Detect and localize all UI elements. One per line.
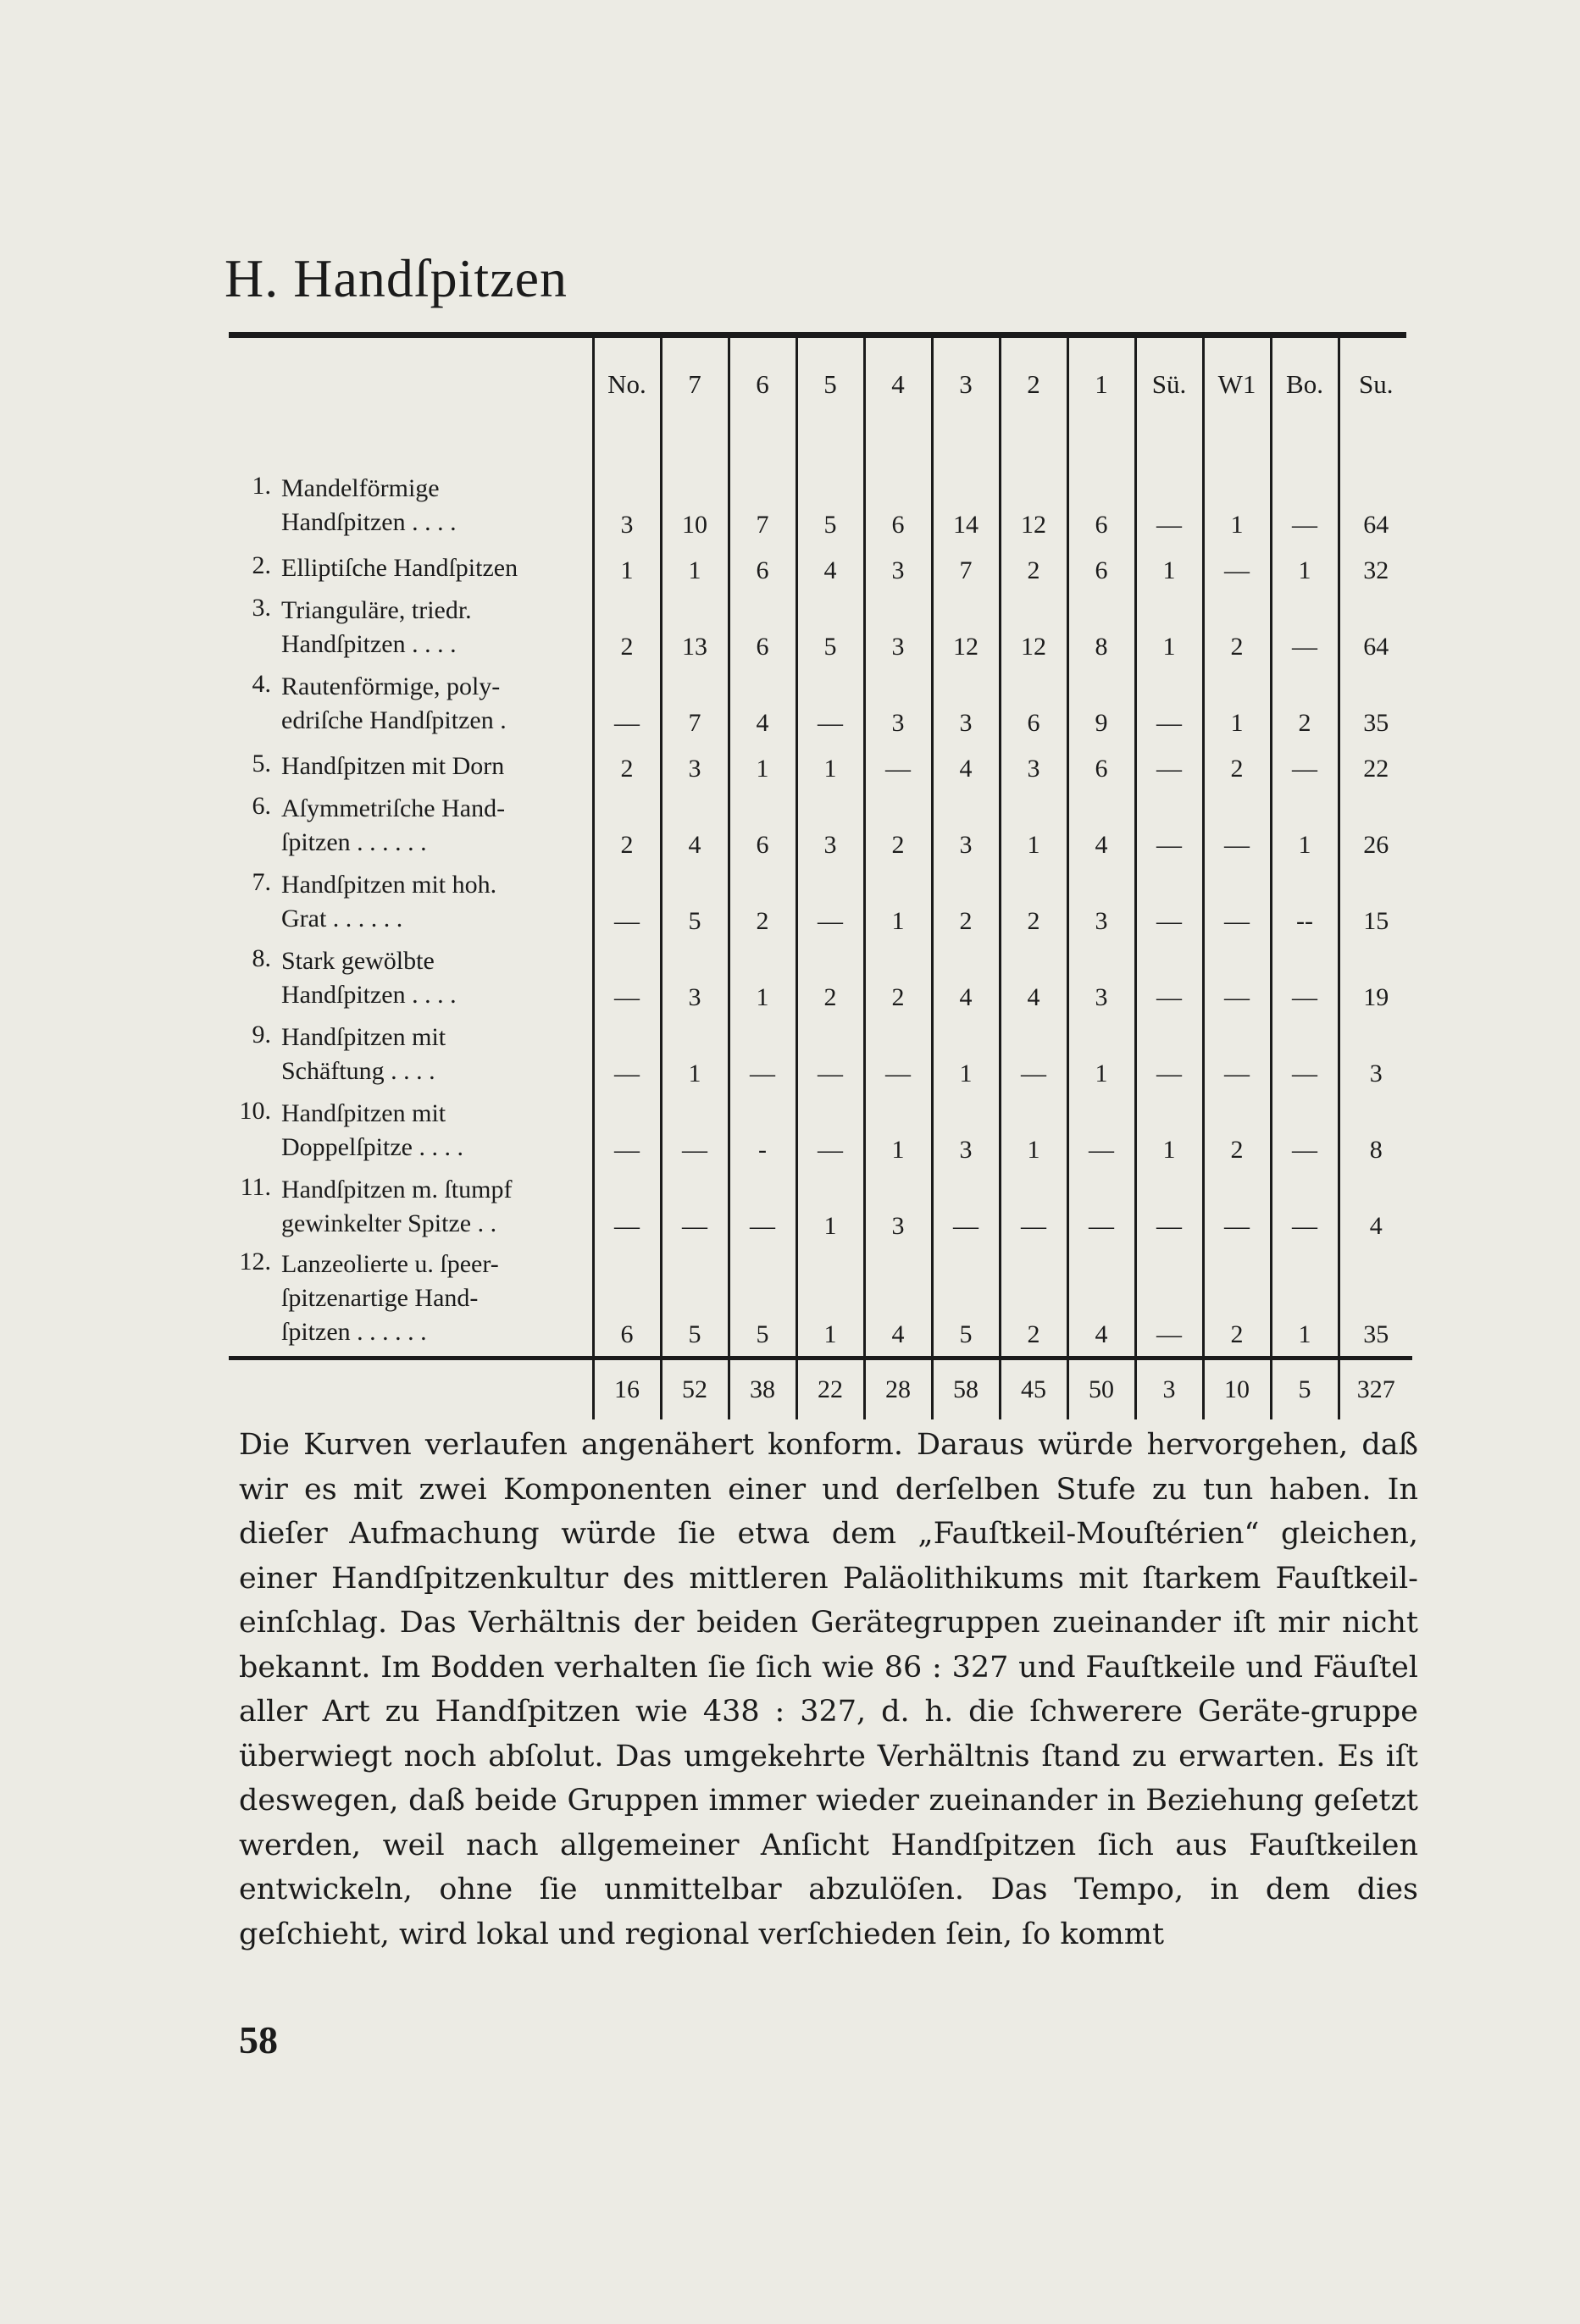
row-label-line: Rautenförmige, poly- — [281, 672, 501, 700]
row-label — [281, 792, 589, 860]
row-number: 3. — [252, 594, 271, 622]
column-header: 2 — [1000, 338, 1067, 431]
spacer-cell — [1339, 431, 1412, 470]
body-text — [239, 1423, 1418, 1956]
row-label-cell — [229, 1095, 593, 1171]
row-label-line: Handſpitzen mit Dorn — [281, 752, 505, 780]
table-cell: 9 — [1067, 668, 1135, 744]
table-cell: — — [593, 866, 661, 943]
table-cell: — — [1067, 1171, 1135, 1248]
row-label-line: edriſche Handſpitzen . — [281, 706, 507, 734]
total-cell: 52 — [661, 1358, 729, 1420]
row-label — [281, 1021, 589, 1088]
section-title: H. Handſpitzen — [225, 248, 568, 308]
row-number: 6. — [252, 792, 271, 820]
table-cell: 4 — [1339, 1171, 1412, 1248]
table-cell: 2 — [1203, 744, 1271, 790]
table-cell: 8 — [1339, 1095, 1412, 1171]
table-cell: 4 — [729, 668, 796, 744]
table-cell: 7 — [932, 546, 1000, 592]
row-label-cell — [229, 1019, 593, 1095]
row-label-cell — [229, 1171, 593, 1248]
table-cell: — — [1203, 943, 1271, 1019]
row-number: 5. — [252, 750, 271, 777]
total-cell: 50 — [1067, 1358, 1135, 1420]
table-cell: 3 — [661, 943, 729, 1019]
table-cell: 2 — [593, 592, 661, 668]
total-cell: 16 — [593, 1358, 661, 1420]
table-row — [229, 866, 1412, 943]
table-cell: 3 — [932, 790, 1000, 866]
table-cell: 5 — [661, 1248, 729, 1358]
row-label-cell — [229, 943, 593, 1019]
row-label-line: Handſpitzen . . . . — [281, 981, 457, 1009]
table-cell: 32 — [1339, 546, 1412, 592]
spacer-cell — [1271, 431, 1339, 470]
row-label — [281, 551, 589, 585]
table-cell: 1 — [1000, 790, 1067, 866]
table-row — [229, 470, 1412, 546]
table-cell: 3 — [932, 1095, 1000, 1171]
table-cell: — — [1000, 1019, 1067, 1095]
table-cell: — — [1135, 1019, 1203, 1095]
total-cell: 38 — [729, 1358, 796, 1420]
table-cell: 1 — [796, 744, 864, 790]
table-cell: — — [729, 1171, 796, 1248]
row-label-line: Handſpitzen mit — [281, 1099, 446, 1127]
spacer-cell — [1203, 431, 1271, 470]
row-number: 4. — [252, 670, 271, 698]
row-label-line: Lanzeolierte u. ſpeer- — [281, 1250, 499, 1278]
spacer-cell — [932, 431, 1000, 470]
table-cell: 1 — [796, 1171, 864, 1248]
table-cell: 15 — [1339, 866, 1412, 943]
row-number: 2. — [252, 551, 271, 579]
table-cell: — — [593, 943, 661, 1019]
table-cell: 2 — [1000, 546, 1067, 592]
row-label-cell — [229, 1248, 593, 1358]
table-cell: — — [932, 1171, 1000, 1248]
table-cell: 10 — [661, 470, 729, 546]
table-cell: — — [1271, 744, 1339, 790]
spacer-cell — [796, 431, 864, 470]
table-cell: 5 — [729, 1248, 796, 1358]
row-label-cell — [229, 470, 593, 546]
table-cell: 14 — [932, 470, 1000, 546]
table-cell: 12 — [1000, 470, 1067, 546]
row-label-line: gewinkelter Spitze . . — [281, 1209, 497, 1237]
table-cell: 35 — [1339, 1248, 1412, 1358]
row-label — [281, 1097, 589, 1165]
column-header: 1 — [1067, 338, 1135, 431]
table-cell: 2 — [1203, 1095, 1271, 1171]
totals-row — [229, 1358, 1412, 1420]
table-cell: — — [796, 668, 864, 744]
table-cell: 3 — [864, 668, 932, 744]
table-cell: 4 — [864, 1248, 932, 1358]
row-label-cell — [229, 744, 593, 790]
table-cell: 13 — [661, 592, 729, 668]
column-header: Su. — [1339, 338, 1412, 431]
row-label-line: Trianguläre, triedr. — [281, 596, 472, 624]
table-cell: 1 — [729, 943, 796, 1019]
row-label-line: Handſpitzen . . . . — [281, 630, 457, 658]
table-cell: - — [729, 1095, 796, 1171]
table-cell: 12 — [932, 592, 1000, 668]
table-cell: — — [661, 1095, 729, 1171]
row-label-cell — [229, 592, 593, 668]
table-cell: 2 — [1000, 1248, 1067, 1358]
table-cell: 2 — [932, 866, 1000, 943]
table-cell: 4 — [1000, 943, 1067, 1019]
table-row — [229, 1171, 1412, 1248]
table-header-row — [229, 338, 1412, 431]
total-cell: 327 — [1339, 1358, 1412, 1420]
table-cell: 6 — [593, 1248, 661, 1358]
total-cell: 58 — [932, 1358, 1000, 1420]
table-row — [229, 668, 1412, 744]
table-cell: — — [593, 1171, 661, 1248]
table-cell: 7 — [661, 668, 729, 744]
data-table-container — [229, 338, 1406, 1419]
table-cell: 6 — [1067, 546, 1135, 592]
table-cell: 1 — [593, 546, 661, 592]
column-header: 6 — [729, 338, 796, 431]
table-cell: 5 — [796, 470, 864, 546]
row-label-line: ſpitzenartige Hand- — [281, 1284, 479, 1312]
table-cell: 2 — [864, 943, 932, 1019]
table-cell: 5 — [796, 592, 864, 668]
row-label-line: Handſpitzen mit — [281, 1023, 446, 1051]
table-cell: 3 — [796, 790, 864, 866]
spacer-cell — [864, 431, 932, 470]
row-label-cell — [229, 546, 593, 592]
table-cell: — — [1135, 744, 1203, 790]
table-cell: 3 — [593, 470, 661, 546]
table-cell: 1 — [1067, 1019, 1135, 1095]
table-cell: — — [593, 668, 661, 744]
table-cell: 3 — [1067, 866, 1135, 943]
table-cell: 6 — [1067, 470, 1135, 546]
handspitzen-table — [229, 338, 1412, 1419]
table-cell: 6 — [729, 592, 796, 668]
row-label-line: Stark gewölbte — [281, 947, 435, 975]
table-cell: 12 — [1000, 592, 1067, 668]
table-cell: — — [593, 1095, 661, 1171]
row-label-cell — [229, 668, 593, 744]
table-cell: 64 — [1339, 470, 1412, 546]
table-cell: 35 — [1339, 668, 1412, 744]
total-cell: 45 — [1000, 1358, 1067, 1420]
table-row — [229, 943, 1412, 1019]
table-cell: 1 — [1271, 1248, 1339, 1358]
table-cell: -- — [1271, 866, 1339, 943]
table-cell: 2 — [729, 866, 796, 943]
total-cell: 3 — [1135, 1358, 1203, 1420]
table-cell: 2 — [864, 790, 932, 866]
row-label-line: Elliptiſche Handſpitzen — [281, 554, 518, 582]
page-number: 58 — [239, 2018, 278, 2061]
table-cell: 1 — [1135, 592, 1203, 668]
table-cell: 4 — [1067, 790, 1135, 866]
column-header: W1 — [1203, 338, 1271, 431]
table-cell: — — [796, 1019, 864, 1095]
header-label-cell — [229, 338, 593, 431]
table-cell: 7 — [729, 470, 796, 546]
table-cell: 6 — [864, 470, 932, 546]
table-cell: — — [1271, 1019, 1339, 1095]
table-cell: — — [1271, 470, 1339, 546]
table-cell: 1 — [1203, 470, 1271, 546]
table-cell: 2 — [1203, 1248, 1271, 1358]
table-row — [229, 744, 1412, 790]
row-label-line: Grat . . . . . . — [281, 905, 403, 932]
table-cell: 6 — [729, 546, 796, 592]
table-spacer-row — [229, 431, 1412, 470]
spacer-cell — [593, 431, 661, 470]
table-cell: 3 — [864, 1171, 932, 1248]
table-cell: 2 — [1203, 592, 1271, 668]
table-cell: 64 — [1339, 592, 1412, 668]
table-cell: — — [1271, 1095, 1339, 1171]
total-cell: 10 — [1203, 1358, 1271, 1420]
table-cell: — — [593, 1019, 661, 1095]
column-header: Sü. — [1135, 338, 1203, 431]
column-header: 5 — [796, 338, 864, 431]
row-label — [281, 670, 589, 738]
row-label — [281, 472, 589, 540]
table-cell: — — [1135, 668, 1203, 744]
table-cell: 4 — [796, 546, 864, 592]
row-number: 11. — [240, 1173, 271, 1201]
row-number: 9. — [252, 1021, 271, 1049]
table-cell: — — [1000, 1171, 1067, 1248]
table-cell: 2 — [593, 744, 661, 790]
table-cell: 1 — [1000, 1095, 1067, 1171]
column-header: Bo. — [1271, 338, 1339, 431]
table-cell: — — [1271, 1171, 1339, 1248]
table-cell: 8 — [1067, 592, 1135, 668]
spacer-cell — [1000, 431, 1067, 470]
table-cell: 19 — [1339, 943, 1412, 1019]
table-cell: 1 — [729, 744, 796, 790]
table-cell: — — [1203, 1171, 1271, 1248]
table-cell: 2 — [1271, 668, 1339, 744]
spacer-cell — [229, 431, 593, 470]
row-label-line: Handſpitzen mit hoh. — [281, 871, 497, 899]
body-paragraph: Die Kurven verlaufen angenähert konform. Daraus würde hervorgehen, daß wir es mit zwei Komponenten einer und derſelben Stufe zu tun haben. In dieſer Aufmachung würde ſie etwa dem „Fauſtkeil-Mouſtérien“ gleichen, einer Handſpitzenkultur des mittleren Paläolithikums mit ſtarkem Fauſtkeil-einſchlag. Das Verhältnis der beiden Gerätegruppen zueinander iſt mir nicht bekannt. Im Bodden verhalten ſie ſich wie 86 : 327 und Fauſtkeile und Fäuſtel aller Art zu Handſpitzen wie 438 : 327, d. h. die ſchwerere Geräte-gruppe überwiegt noch abſolut. Das umgekehrte Verhältnis ſtand zu erwarten. Es iſt deswegen, daß beide Gruppen immer wieder zueinander in Beziehung geſetzt werden, weil nach allgemeiner Anſicht Handſpitzen ſich aus Fauſtkeilen entwickeln, ohne ſie unmittelbar abzulöſen. Das Tempo, in dem dies geſchieht, wird lokal und regional verſchieden ſein, ſo kommt — [239, 1428, 1418, 1951]
table-cell: 3 — [932, 668, 1000, 744]
spacer-cell — [661, 431, 729, 470]
table-row — [229, 1248, 1412, 1358]
row-label-line: Schäftung . . . . — [281, 1057, 435, 1085]
table-row — [229, 790, 1412, 866]
table-cell: 1 — [1135, 546, 1203, 592]
row-label-line: ſpitzen . . . . . . — [281, 828, 427, 856]
table-cell: — — [1135, 943, 1203, 1019]
column-header: 3 — [932, 338, 1000, 431]
table-cell: 3 — [864, 592, 932, 668]
total-cell: 28 — [864, 1358, 932, 1420]
row-number: 1. — [252, 472, 271, 500]
row-label — [281, 594, 589, 661]
table-cell: — — [796, 1095, 864, 1171]
table-cell: — — [1203, 866, 1271, 943]
table-row — [229, 546, 1412, 592]
total-cell: 22 — [796, 1358, 864, 1420]
row-number: 12. — [239, 1248, 271, 1275]
table-cell: 6 — [1067, 744, 1135, 790]
row-label-line: Doppelſpitze . . . . — [281, 1133, 463, 1161]
row-label-cell — [229, 790, 593, 866]
row-label — [281, 750, 589, 783]
table-cell: 1 — [796, 1248, 864, 1358]
table-cell: — — [1135, 790, 1203, 866]
table-row — [229, 1019, 1412, 1095]
table-cell: 6 — [1000, 668, 1067, 744]
table-cell: 1 — [1203, 668, 1271, 744]
table-cell: — — [1271, 592, 1339, 668]
table-cell: — — [1135, 1248, 1203, 1358]
table-cell: 1 — [1271, 790, 1339, 866]
table-cell: 1 — [1271, 546, 1339, 592]
table-row — [229, 592, 1412, 668]
row-label — [281, 1173, 589, 1241]
table-cell: 22 — [1339, 744, 1412, 790]
table-cell: 1 — [864, 866, 932, 943]
table-cell: 5 — [661, 866, 729, 943]
spacer-cell — [1135, 431, 1203, 470]
table-cell: 2 — [1000, 866, 1067, 943]
table-cell: — — [1203, 546, 1271, 592]
table-cell: 1 — [661, 546, 729, 592]
table-cell: — — [796, 866, 864, 943]
column-header: 4 — [864, 338, 932, 431]
table-cell: — — [1135, 1171, 1203, 1248]
table-cell: 5 — [932, 1248, 1000, 1358]
table-row — [229, 1095, 1412, 1171]
row-label-line: Aſymmetriſche Hand- — [281, 794, 506, 822]
table-cell: 4 — [661, 790, 729, 866]
table-cell: 3 — [1067, 943, 1135, 1019]
table-cell: — — [1203, 790, 1271, 866]
table-cell: 2 — [593, 790, 661, 866]
table-cell: — — [864, 744, 932, 790]
row-label-line: Handſpitzen m. ſtumpf — [281, 1176, 513, 1204]
table-cell: 1 — [864, 1095, 932, 1171]
table-cell: — — [1135, 866, 1203, 943]
row-label — [281, 944, 589, 1012]
row-label-line: Handſpitzen . . . . — [281, 508, 457, 536]
table-cell: — — [729, 1019, 796, 1095]
table-cell: 1 — [932, 1019, 1000, 1095]
table-cell: 3 — [1000, 744, 1067, 790]
table-cell: — — [1135, 470, 1203, 546]
row-label-cell — [229, 866, 593, 943]
table-cell: 3 — [661, 744, 729, 790]
row-number: 8. — [252, 944, 271, 972]
column-header: No. — [593, 338, 661, 431]
table-cell: 1 — [1135, 1095, 1203, 1171]
table-cell: — — [1271, 943, 1339, 1019]
totals-label-cell — [229, 1358, 593, 1420]
row-label — [281, 1248, 589, 1349]
table-cell: 3 — [864, 546, 932, 592]
total-cell: 5 — [1271, 1358, 1339, 1420]
table-cell: — — [1067, 1095, 1135, 1171]
table-top-rule — [229, 332, 1406, 338]
spacer-cell — [729, 431, 796, 470]
table-cell: 4 — [932, 943, 1000, 1019]
table-cell: — — [1203, 1019, 1271, 1095]
table-cell: 2 — [796, 943, 864, 1019]
row-number: 10. — [239, 1097, 271, 1125]
column-header: 7 — [661, 338, 729, 431]
table-cell: 3 — [1339, 1019, 1412, 1095]
row-label-line: Mandelförmige — [281, 474, 440, 502]
row-label — [281, 868, 589, 936]
table-cell: 26 — [1339, 790, 1412, 866]
row-number: 7. — [252, 868, 271, 896]
table-cell: — — [864, 1019, 932, 1095]
table-cell: 4 — [1067, 1248, 1135, 1358]
row-label-line: ſpitzen . . . . . . — [281, 1318, 427, 1346]
spacer-cell — [1067, 431, 1135, 470]
table-cell: 1 — [661, 1019, 729, 1095]
table-cell: 6 — [729, 790, 796, 866]
table-cell: — — [661, 1171, 729, 1248]
table-cell: 4 — [932, 744, 1000, 790]
